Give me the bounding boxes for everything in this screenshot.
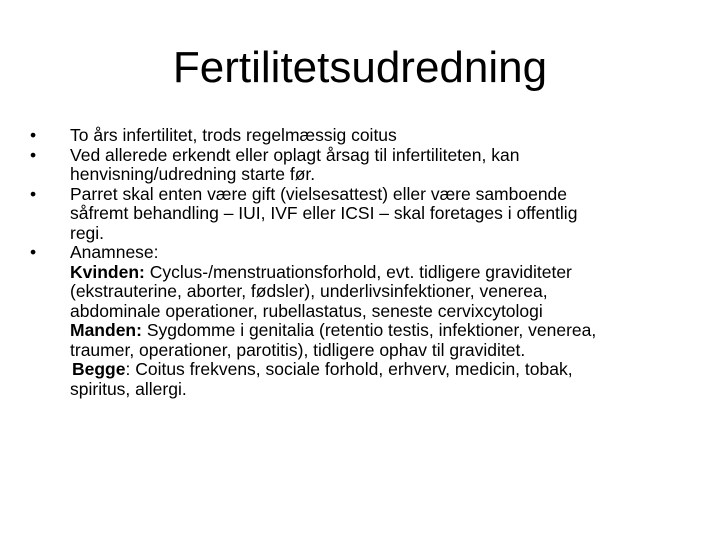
bullet-icon: • (30, 242, 37, 262)
bullet-text-line: Parret skal enten være gift (vielsesattest) eller være samboende (70, 183, 568, 204)
anamnesis-heading: Anamnese: (70, 242, 159, 262)
manden-line (70, 321, 690, 341)
bullet-text-line: regi. (70, 222, 105, 243)
begge-text-line: spiritus, allergi. (70, 378, 187, 399)
begge-line (70, 360, 690, 380)
kvinden-label: Kvinden: (70, 261, 145, 282)
bullet-item-known-cause (30, 146, 690, 185)
manden-label: Manden: (70, 320, 142, 340)
manden-text: Sygdomme i genitalia (retentio testis, infektioner, venerea, (146, 320, 597, 340)
bullet-icon: • (30, 125, 37, 145)
bullet-text-line: To års infertilitet, trods regelmæssig coitus (70, 125, 397, 145)
bullet-list (30, 126, 690, 399)
kvinden-text: Cyclus-/menstruationsforhold, evt. tidligere graviditeter (149, 261, 572, 282)
slide-title: Fertilitetsudredning (172, 43, 548, 92)
bullet-text-line: såfremt behandling – IUI, IVF eller ICSI – skal foretages i offentlig (70, 203, 578, 223)
begge-label: Begge (72, 359, 126, 379)
bullet-icon: • (30, 183, 37, 204)
bullet-item-infertility-duration (30, 126, 690, 146)
kvinden-line (70, 263, 690, 283)
begge-text: : Coitus frekvens, sociale forhold, erhverv, medicin, tobak, (125, 359, 573, 379)
bullet-text-line: henvisning/udredning starte før. (70, 164, 316, 184)
kvinden-text-line: (ekstrauterine, aborter, fødsler), underlivsinfektioner, venerea, (70, 281, 548, 301)
manden-text-line: traumer, operationer, parotitis), tidligere ophav til graviditet. (70, 339, 526, 360)
kvinden-text-line: abdominale operationer, rubellastatus, seneste cervixcytologi (70, 300, 543, 321)
bullet-icon: • (30, 144, 37, 165)
bullet-item-couple-requirements (30, 185, 690, 244)
bullet-item-anamnesis (30, 243, 690, 399)
bullet-text-line: Ved allerede erkendt eller oplagt årsag til infertiliteten, kan (70, 144, 520, 165)
